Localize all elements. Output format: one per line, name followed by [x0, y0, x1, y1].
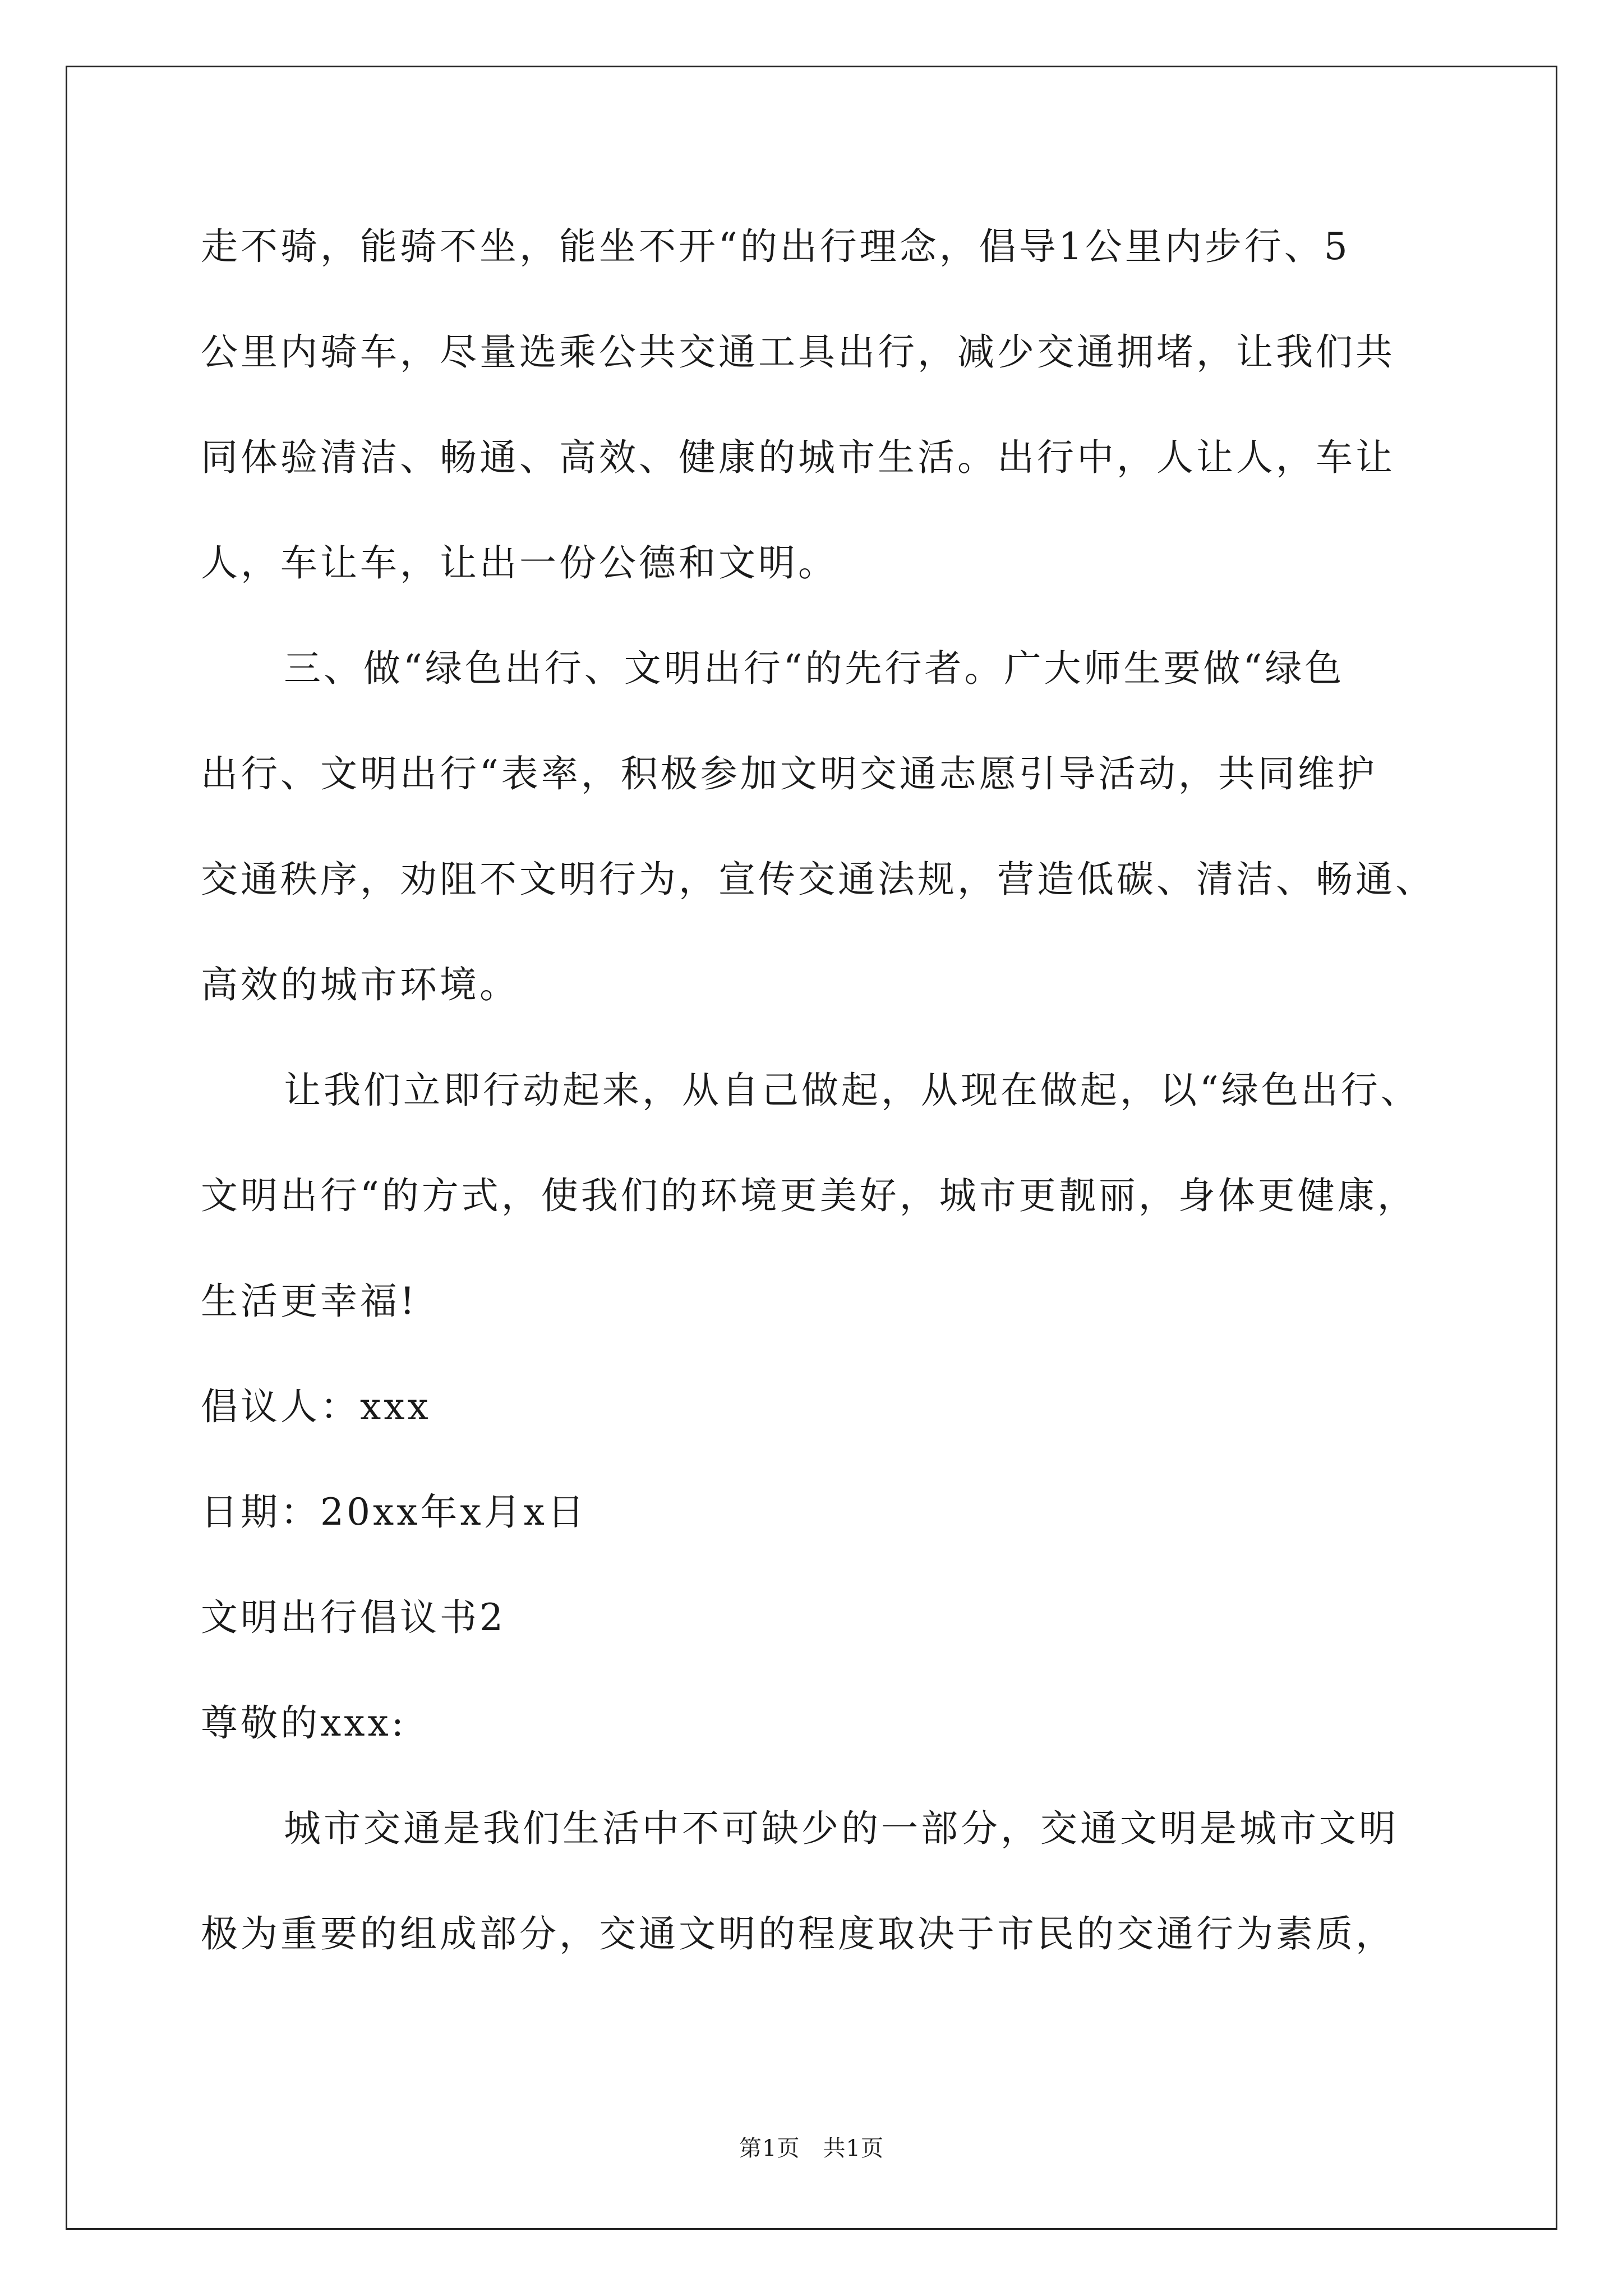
text-line: 走不骑，能骑不坐，能坐不开“的出行理念，倡导1公里内步行、5: [201, 225, 1350, 268]
text-line: 三、做“绿色出行、文明出行“的先行者。广大师生要做“绿色: [284, 647, 1345, 690]
date-line: 日期：20xx年x月x日: [201, 1490, 587, 1534]
text-line: 出行、文明出行“表率，积极参加文明交通志愿引导活动，共同维护: [201, 752, 1377, 795]
text-line: 交通秩序，劝阻不文明行为，宣传交通法规，营造低碳、清洁、畅通、: [201, 858, 1435, 901]
proposer-line: 倡议人：xxx: [201, 1385, 431, 1428]
text-line: 高效的城市环境。: [201, 963, 519, 1006]
text-line: 生活更幸福!: [201, 1280, 418, 1323]
salutation: 尊敬的xxx:: [201, 1701, 407, 1745]
page-border: [66, 66, 1557, 2230]
text-line: 同体验清洁、畅通、高效、健康的城市生活。出行中，人让人，车让: [201, 436, 1395, 479]
text-line: 公里内骑车，尽量选乘公共交通工具出行，减少交通拥堵，让我们共: [201, 330, 1395, 374]
text-line: 城市交通是我们生活中不可缺少的一部分，交通文明是城市文明: [284, 1807, 1399, 1850]
text-line: 文明出行“的方式，使我们的环境更美好，城市更靓丽，身体更健康，: [201, 1174, 1417, 1217]
text-line: 极为重要的组成部分，交通文明的程度取决于市民的交通行为素质，: [201, 1912, 1395, 1955]
page-number-footer: 第1页 共1页: [739, 2136, 884, 2161]
section-title: 文明出行倡议书2: [201, 1596, 506, 1639]
text-line: 让我们立即行动起来，从自己做起，从现在做起，以“绿色出行、: [284, 1069, 1421, 1112]
text-line: 人，车让车，让出一份公德和文明。: [201, 541, 838, 585]
